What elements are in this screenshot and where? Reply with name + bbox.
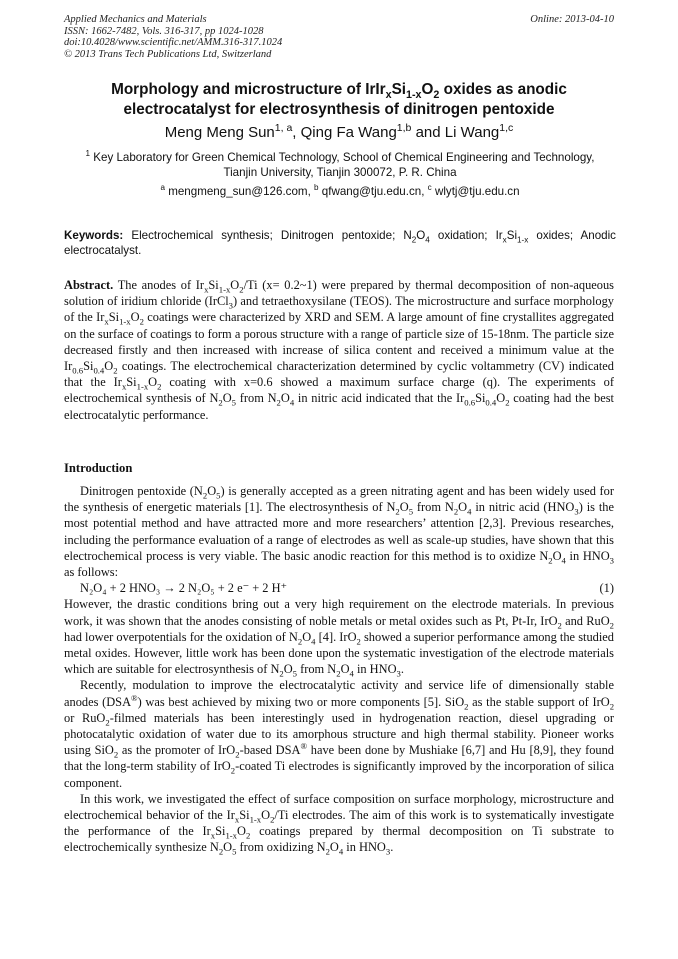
abstract: Abstract. The anodes of $Ir_xSi_{1-x}O_2/Ti$ (x= 0.2~1) were prepared by thermal decomposition of non-aqueous solution of iridium chloride (IrCl$_3$) and tetraethoxysilane (TEOS). The microstructure and surface morphology of the $Ir_xSi_{1-x}O_2$ coatings were characterized by XRD and SEM. A large amount of fine crystallites aggregated on the surface of coatings to form a porous structure with a range of particle size of 15-18nm. The particle size decreased firstly and then increased with increase of silica content and received a minimum value at the $Ir_{0.6}Si_{0.4}O_2$ coatings. The electrochemical characterization determined by cyclic voltammetry (CV) indicated that the $Ir_xSi_{1-x}O_2$ coating with x=0.6 showed a maximum surface charge (q). The experiments of electrochemical synthesis of $N_2O_5$ from $N_2O_4$ in nitric acid indicated that the $Ir_{0.6}Si_{0.4}O_2$ coating had the best electrocatalytic performance. [64,278,614,422]
affiliation: $^1$ Key Laboratory for Green Chemical Technology, School of Chemical Engineering and Technology, Tianjin University, Tianjin 300072, P. R. China [85,149,595,179]
paper-title: Morphology and microstructure of $IrIr_xSi_{1-x}O_2$ oxides as anodic electrocatalyst for electrosynthesis of dinitrogen pentoxide [111,81,567,118]
intro-paragraph-4: In this work, we investigated the effect of surface composition on surface morphology, microstructure and electrochemical behavior of the $Ir_xSi_{1-x}O_2/Ti$ electrodes. The aim of this work is to systematically investigate the performance of the $Ir_xSi_{1-x}O_2$ coatings prepared by thermal decomposition on Ti substrate to electrochemically synthesize $N_2O_5$ from oxidizing $N_2O_4$ in $HNO_3$. [64,791,615,857]
author-emails: $^a$ mengmeng_sun@126.com, $^b$ qfwang@tju.edu.cn, $^c$ wlytj@tju.edu.cn [160,183,520,198]
keywords: Keywords: Electrochemical synthesis; Dinitrogen pentoxide; $N_2O_4$ oxidation; $Ir_xSi_{1-x}$ oxides; Anodic electrocatalyst. [64,229,616,257]
intro-paragraph-1: Dinitrogen pentoxide $(N_2O_5)$ is generally accepted as a green nitrating agent and has been widely used for the synthesis of energetic materials [1]. The electrosynthesis of $N_2O_5$ from $N_2O_4$ in nitric acid $(HNO_3)$ is the most potential method and have attracted more and more researchers’ attention [2,3]. Previous researches, including the performance evaluation of a range of electrodes as well as scale-up studies, have shown that this electrochemical process is very viable. The basic anodic reaction for this method is to oxidize $N_2O_4$ in $HNO_3$ as follows: [64,484,614,580]
online-date: Online: 2013-04-10 [530,14,614,25]
author-list: Meng Meng Sun$^{1, a}$, Qing Fa Wang$^{1,b}$ and Li Wang$^{1,c}$ [164,122,514,141]
doi-line: doi:10.4028/www.scientific.net/AMM.316-317.1024 [64,37,283,48]
equation-1: N₂O₄ + 2 HNO₃ → 2 N₂O₅ + 2 e⁻ + 2 H⁺ (1) [80,581,614,596]
copyright-line: © 2013 Trans Tech Publications Ltd, Switzerland [64,48,272,60]
journal-header [64,14,282,60]
email-b[interactable]: qfwang@tju.edu.cn [321,185,422,198]
email-c[interactable]: wlytj@tju.edu.cn [434,185,520,198]
introduction-heading: Introduction [64,461,133,475]
issn-line: ISSN: 1662-7482, Vols. 316-317, pp 1024-1028 [64,25,264,37]
intro-paragraph-3: Recently, modulation to improve the electrocatalytic activity and service life of dimensionally stable anodes (DSA®) was best achieved by mixing two or more components [5]. SiO$_2$ as the stable support of IrO$_2$ or RuO$_2$-filmed materials has been interestingly used in hydrogenation reaction, diesel upgrading or photocatalytic oxidation of water due to its amorphous structure and high thermal stability. Pioneer works using SiO$_2$ as the promoter of IrO$_2$-based DSA® have been done by Mushiake [6,7] and Hu [8,9], they found that the long-term stability of IrO$_2$-coated Ti electrodes is significantly improved by the incorporation of silica component. [64,678,615,790]
journal-name: Applied Mechanics and Materials [64,14,207,25]
intro-paragraph-2: However, the drastic conditions bring out a very high requirement on the electrode materials. In previous work, it was shown that the anodes consisting of noble metals or metal oxides such as Pt, Pt-Ir, IrO$_2$ and RuO$_2$ had lower overpotentials for the oxidation of $N_2O_4$ [4]. IrO$_2$ showed a superior performance among the studied metal oxides. However, little work has been done upon the systematic investigation of the electrode materials which are suitable for electrosynthesis of $N_2O_5$ from $N_2O_4$ in $HNO_3$. [64,597,614,679]
introduction-body [64,483,614,856]
email-a[interactable]: mengmeng_sun@126.com [168,185,308,198]
